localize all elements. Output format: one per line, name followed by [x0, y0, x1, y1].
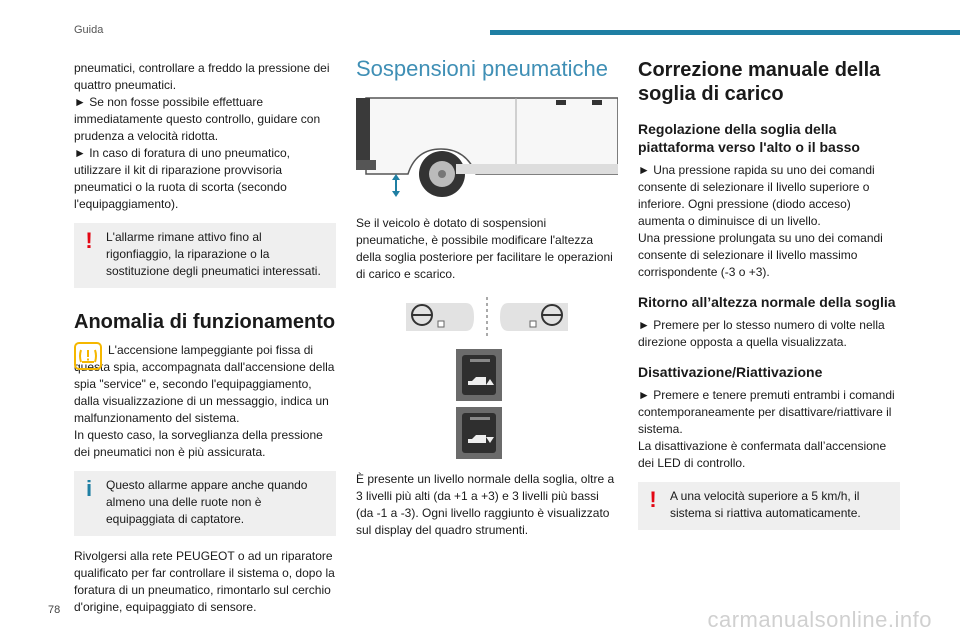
- van-rear-suspension-illustration: [356, 94, 618, 199]
- column-3: [638, 58, 900, 530]
- deactivation-text-1: ► Premere e tenere premuti entrambi i comandi contemporaneamente per disattivare/riattivare il sistema.: [638, 388, 895, 436]
- level-buttons-illustration: [356, 345, 618, 463]
- adjust-text-2: Una pressione prolungata su uno dei comandi consente di selezionare il livello massimo corrispondente (-3 o +3).: [638, 231, 883, 279]
- warning-note-alarm: [74, 223, 336, 288]
- levels-description: È presente un livello normale della soglia, oltre a 3 livelli più alti (da +1 a +3) e 3 livelli più bassi (da -1 a -3). Ogni livello raggiunto è visualizzato sul display del quadro strumenti.: [356, 472, 615, 537]
- deactivation-text-2: La disattivazione è confermata dall’accensione dei LED di controllo.: [638, 439, 887, 470]
- warning-note-speed: [638, 482, 900, 530]
- malfunction-text-2: In questo caso, la sorveglianza della pressione dei pneumatici non è più assicurata.: [74, 428, 323, 459]
- info-note-sensor: [74, 471, 336, 536]
- running-header: Guida: [74, 24, 104, 36]
- note-text: L'allarme rimane attivo fino al rigonfiaggio, la riparazione o la sostituzione degli pneumatici interessati.: [106, 230, 321, 278]
- tyre-pressure-glyph: [76, 344, 100, 368]
- section-heading-manual-correction: Correzione manuale della soglia di carico: [638, 59, 881, 105]
- adjust-text-1: ► Una pressione rapida su uno dei comandi consente di selezionare il livello superiore o inferiore. Ogni pressione (diodo acceso) aumenta o diminuisce di un livello.: [638, 163, 875, 228]
- section-heading-air-suspension: Sospensioni pneumatiche: [356, 56, 608, 81]
- warning-exclamation-icon: !: [85, 228, 93, 253]
- bullet-check-later: ► Se non fosse possibile effettuare immediatamente questo controllo, guidare con prudenza a velocità ridotta.: [74, 95, 321, 143]
- note-text: A una velocità superiore a 5 km/h, il sistema si riattiva automaticamente.: [670, 489, 861, 520]
- subheading-adjust: Regolazione della soglia della piattaforma verso l'alto o il basso: [638, 121, 860, 155]
- steering-controls-illustration: [356, 297, 618, 337]
- column-1: [74, 60, 336, 616]
- watermark: carmanualsonline.info: [707, 607, 932, 632]
- subheading-deactivation: Disattivazione/Riattivazione: [638, 364, 823, 380]
- malfunction-block: [74, 342, 336, 461]
- warning-exclamation-icon: !: [649, 487, 657, 512]
- column-2: [356, 56, 618, 539]
- intro-text: pneumatici, controllare a freddo la pressione dei quattro pneumatici.: [74, 61, 330, 92]
- tyre-pressure-warning-icon: [74, 342, 102, 370]
- page-number: 78: [48, 604, 61, 616]
- header-accent-bar: [490, 30, 960, 35]
- section-heading-malfunction: Anomalia di funzionamento: [74, 311, 336, 333]
- note-text: Questo allarme appare anche quando almeno una delle ruote non è equipaggiata di captatore.: [106, 478, 308, 526]
- bullet-puncture: ► In caso di foratura di uno pneumatico, utilizzare il kit di riparazione provvisoria pneumatici o la ruota di scorta (secondo l'equipaggiamento).: [74, 146, 290, 211]
- malfunction-text: L'accensione lampeggiante poi fissa di questa spia, accompagnata dall'accensione della spia "service" e, secondo l'equipaggiamento, dalla visualizzazione di un messaggio, indica un malfunzionamento del sistema.: [74, 343, 335, 425]
- info-icon: i: [85, 476, 93, 501]
- return-normal-text: ► Premere per lo stesso numero di volte nella direzione opposta a quella visualizzata.: [638, 318, 885, 349]
- closing-text: Rivolgersi alla rete PEUGEOT o ad un riparatore qualificato per far controllare il sistema o, dopo la foratura di un pneumatico, rimontarlo sul cerchio d'origine, equipaggiato di sensore.: [74, 549, 335, 614]
- subheading-return-normal: Ritorno all’altezza normale della soglia: [638, 294, 896, 310]
- air-suspension-intro: Se il veicolo è dotato di sospensioni pneumatiche, è possibile modificare l'altezza della soglia posteriore per facilitare le operazioni di carico e scarico.: [356, 216, 613, 281]
